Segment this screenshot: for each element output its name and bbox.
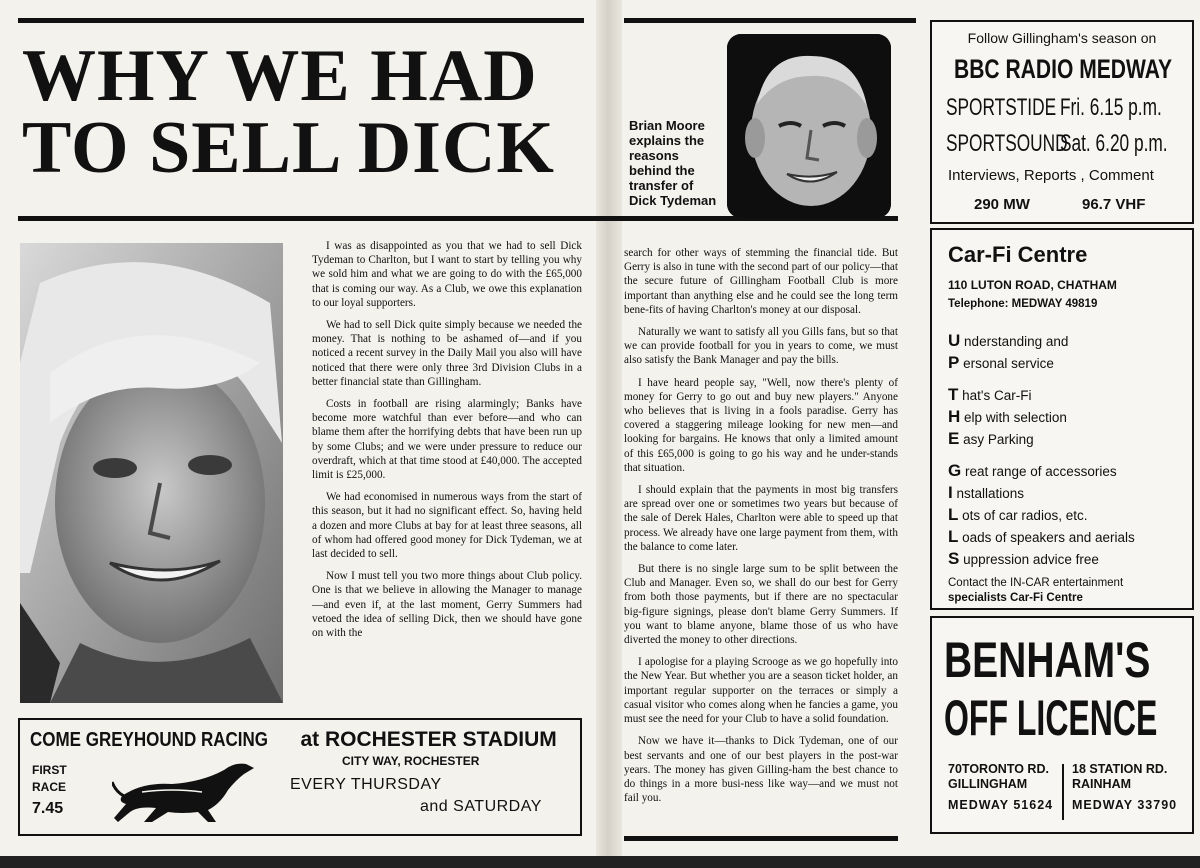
car-fi-acrostic [948,330,1135,570]
greyhound-icon [112,752,260,826]
paragraph: We had to sell Dick quite simply because we needed the money. That is nothing to be ashamed of—and if you noticed a recent survey in the Daily Mail you also will have noticed that there were only three 3rd Division Clubs in a better financial state than Gillingham. [312,319,582,388]
show1-name: SPORTSTIDE [946,94,1057,121]
first-race-label-1: FIRST [32,763,67,777]
acrostic-text: elp with selection [964,410,1067,425]
brian-moore-portrait [727,34,891,218]
address-2-street: 18 STATION RD. [1072,762,1168,776]
bbc-radio-medway-ad [930,20,1194,224]
headline-line-2: TO SELL DICK [22,107,555,189]
car-fi-centre-ad [930,228,1194,610]
top-rule-right [624,18,916,23]
address-divider [1062,764,1064,820]
paragraph: But there is no single large sum to be split between the Club and Manager. Even so, we shall do our best for Gerry from both those payments, but if there are no spectacular big-figure signings, please don't blame Gerry Summers. If you want to blame anyone, blame those of us who have diverted the money to other directions. [624,563,898,647]
acrostic-line [948,460,1135,482]
acrostic-letter: T [948,385,959,404]
off-licence-title: OFF LICENCE [944,690,1158,746]
bottom-shadow [0,856,1200,868]
greyhound-ad-title [30,728,557,752]
acrostic-letter: S [948,549,960,568]
race-days-1: EVERY THURSDAY [290,776,442,793]
acrostic-text: nstallations [956,486,1025,501]
car-fi-contact [948,576,1123,606]
paragraph: I should explain that the payments in most big transfers are spread over one or sometimes two years but because of the sale of Derek Hales, Charlton were able to speed up that process. We already have one large payment from them, with the balance to come later. [624,484,898,553]
greyhound-title-right: at ROCHESTER STADIUM [300,728,557,751]
contact-line-2: specialists Car-Fi Centre [948,592,1083,604]
paragraph: search for other ways of stemming the financial tide. But Gerry is also in tune with the second part of our policy—that the secure future of Gillingham Football Club is more important than anything else and he could see the long term bene-fits of having Charlton's money at our disposal. [624,247,898,316]
acrostic-letter: I [948,483,953,502]
acrostic-text: ots of car radios, etc. [962,508,1088,523]
top-rule-left [18,18,584,23]
acrostic-text: oads of speakers and aerials [962,530,1135,545]
headline-line-1: WHY WE HAD [22,35,538,117]
acrostic-text: reat range of accessories [965,464,1117,479]
first-race-label-2: RACE [32,780,67,794]
show2-time: Sat. 6.20 p.m. [1060,130,1168,157]
address-2-town: RAINHAM [1072,777,1132,791]
address-1-street: 70TORONTO RD. [948,762,1049,776]
acrostic-letter: P [948,353,960,372]
acrostic-text: ersonal service [963,356,1054,371]
column-2-bottom-rule [624,836,898,841]
first-race-time: 7.45 [32,800,64,817]
benhams-address-2 [1072,762,1177,813]
car-fi-address: 110 LUTON ROAD, CHATHAM [948,278,1117,292]
acrostic-line [948,352,1135,374]
show2-name: SPORTSOUND [946,130,1068,157]
radio-tagline: Interviews, Reports , Comment [948,167,1154,184]
acrostic-letter: L [948,527,959,546]
paragraph: I was as disappointed as you that we had to sell Dick Tydeman to Charlton, but I want to start by telling you why we sold him and what we are going to do with the £65,000 that is coming our way. As a Club, we owe this explanation to our loyal supporters. [312,240,582,309]
paragraph: I have heard people say, "Well, now there's plenty of money for Gerry to go out and buy new players." Anyone who believes that is living in a fools paradise. Gerry has covered a staggering mileage looking for new men—and looking for bargains. He knows that only a limited amount of this £65,000 is going to go his way and he under-stands that situation. [624,376,898,474]
article-intro: Brian Moore explains the reasons behind the transfer of Dick Tydeman [629,118,717,208]
acrostic-line [948,428,1135,450]
headline [22,35,582,189]
benhams-name: BENHAM'S [944,632,1151,688]
article-column-1 [312,239,582,717]
car-fi-name: Car-Fi Centre [948,242,1088,267]
benhams-off-licence-ad [930,616,1194,834]
acrostic-letter: G [948,461,962,480]
radio-ad-intro: Follow Gillingham's season on [967,30,1157,46]
acrostic-line [948,504,1135,526]
acrostic-text: nderstanding and [964,334,1069,349]
acrostic-letter: E [948,429,960,448]
acrostic-line [948,548,1135,570]
paragraph: Now I must tell you two more things about Club policy. One is that we believe in allowing the Manager to manage—and even if, at the last moment, Gerry Summers had vetoed the idea of selling Dick, then we should have gone on with the [312,570,582,640]
frequency-mw: 290 MW [974,196,1030,213]
article-column-2 [624,246,898,836]
page-fold [596,0,622,868]
greyhound-title-left: COME GREYHOUND RACING [30,729,269,751]
acrostic-text: asy Parking [963,432,1034,447]
first-race-label [32,762,67,796]
address-1-town: GILLINGHAM [948,777,1028,791]
paragraph: Now we have it—thanks to Dick Tydeman, one of our best servants and one of our best players in the post-war years. The money has given Gilling-ham the best chance to do things in a more busi-ness like way—and we must not fail you. [624,735,898,805]
acrostic-line [948,330,1135,352]
stadium-address: CITY WAY, ROCHESTER [342,754,480,768]
acrostic-line [948,384,1135,406]
player-photo [20,243,283,703]
car-fi-telephone: Telephone: MEDWAY 49819 [948,298,1098,310]
address-1-phone: MEDWAY 51624 [948,798,1054,812]
radio-station: BBC RADIO MEDWAY [954,54,1173,84]
contact-line-1: Contact the IN-CAR entertainment [948,577,1124,589]
acrostic-letter: L [948,505,959,524]
acrostic-text: uppression advice free [963,552,1099,567]
acrostic-letter: U [948,331,961,350]
race-days-2: and SATURDAY [420,798,542,815]
greyhound-racing-ad [18,718,582,836]
acrostic-text: hat's Car-Fi [962,388,1032,403]
show1-time: Fri. 6.15 p.m. [1060,94,1162,121]
paragraph: We had economised in numerous ways from the start of this season, but it had no significant effect. So, having held a dozen and more Clubs at bay for at least three seasons, all of whom had offered good money for Dick Tydeman, we at last decided to sell. [312,491,582,561]
paragraph: Naturally we want to satisfy all you Gills fans, but so that we can provide football for you in years to come, we must also satisfy the Bank Manager and pay the bills. [624,326,898,367]
acrostic-line [948,526,1135,548]
paragraph: Costs in football are rising alarmingly; Banks have become more watchful than ever before—and who can blame them after the horrifying debts that have been run up by some Clubs; and we were under pressure to reduce our overdraft, which at that time stood at £40,000. The accepted limit is £25,000. [312,398,582,482]
benhams-address-1 [948,762,1053,813]
paragraph: I apologise for a playing Scrooge as we go hopefully into the New Year. But whether you are a season ticket holder, an important regular supporter on the terraces or simply a casual visitor who comes along when he fancies a game, you must see the need for your Club to have a solid foundation. [624,656,898,726]
acrostic-line [948,482,1135,504]
address-2-phone: MEDWAY 33790 [1072,798,1178,812]
acrostic-line [948,406,1135,428]
acrostic-letter: H [948,407,961,426]
frequency-vhf: 96.7 VHF [1082,196,1146,213]
